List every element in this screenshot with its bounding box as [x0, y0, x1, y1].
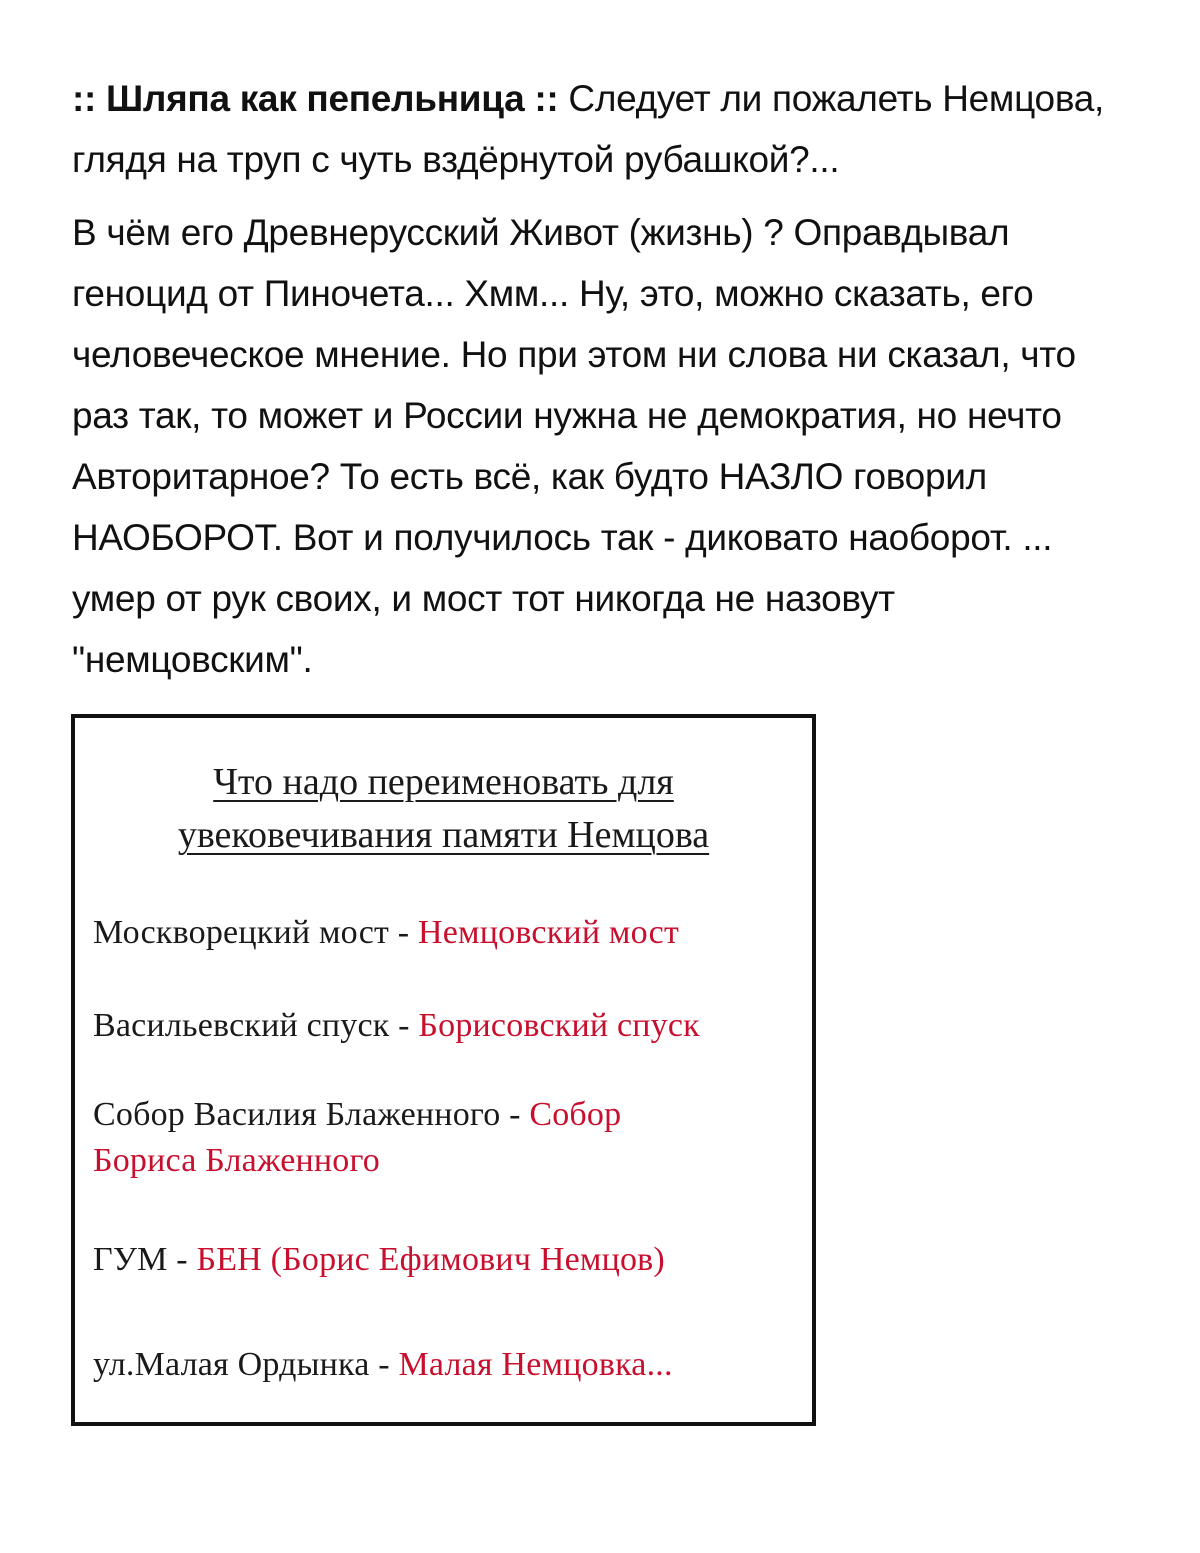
rename-item [93, 1003, 798, 1049]
rename-item-old: Васильевский спуск - [93, 1007, 419, 1044]
rename-item [93, 1342, 798, 1388]
rename-item-new: Собор Бориса Блаженного [93, 1096, 622, 1179]
rename-item [93, 1092, 713, 1184]
rename-item-old: ГУМ - [93, 1241, 197, 1278]
body-paragraph: В чём его Древнерусский Живот (жизнь) ? Оправдывал геноцид от Пиночета... Хмм... Ну, это, можно сказать, его человеческое мнение. Но при этом ни слова ни сказал, что раз так, то может и России нужна не демократия, но нечто Авторитарное? То есть всё, как будто НАЗЛО говорил НАОБОРОТ. Вот и получилось так - диковато наоборот. ... умер от рук своих, и мост тот никогда не назовут "немцовским". [72, 212, 1076, 680]
card-title-line-1: Что надо переименовать для [213, 761, 674, 803]
rename-item [93, 1237, 798, 1283]
lead-title: :: Шляпа как пепельница :: [72, 78, 569, 119]
lead-paragraph [72, 68, 1132, 190]
rename-item [93, 910, 798, 956]
rename-item-new: Немцовский мост [418, 914, 680, 951]
card-title-line-2: увековечивания памяти Немцова [177, 814, 710, 856]
rename-item-new: Борисовский спуск [418, 1007, 700, 1044]
rename-list-image [71, 714, 816, 1426]
rename-item-old: ул.Малая Ордынка - [93, 1346, 399, 1383]
rename-item-old: Собор Василия Блаженного - [93, 1096, 530, 1133]
rename-item-new: Малая Немцовка... [398, 1346, 673, 1383]
document-body [72, 68, 1132, 702]
card-title [75, 756, 812, 862]
lead-text: Следует ли пожалеть Немцова, глядя на труп с чуть вздёрнутой рубашкой?... [72, 78, 1105, 180]
rename-item-new: БЕН (Борис Ефимович Немцов) [196, 1241, 665, 1278]
rename-item-old: Москворецкий мост - [93, 914, 418, 951]
